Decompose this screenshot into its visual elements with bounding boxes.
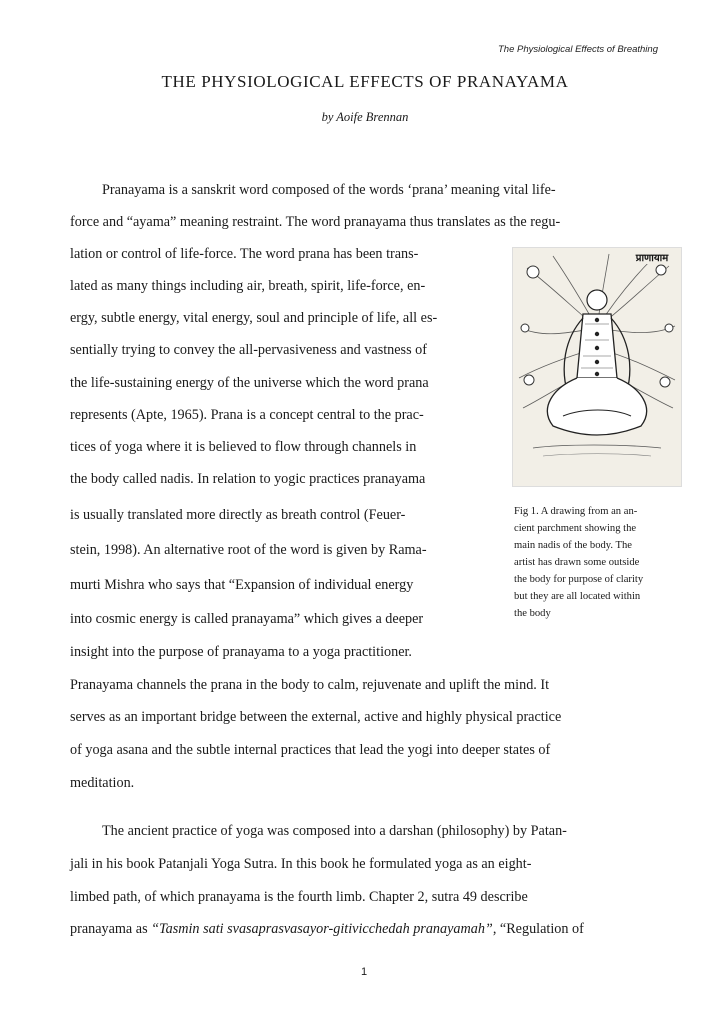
- caption-line: Fig 1. A drawing from an an-: [514, 506, 638, 517]
- text-line: is usually translated more directly as breath control (Feuer-: [70, 507, 406, 523]
- yogi-nadis-drawing: [513, 248, 681, 486]
- page-number: 1: [360, 966, 368, 978]
- text-line: the body called nadis. In relation to yogic practices pranayama: [70, 471, 426, 487]
- article-title: THE PHYSIOLOGICAL EFFECTS OF PRANAYAMA: [161, 72, 569, 91]
- caption-line: main nadis of the body. The: [514, 540, 632, 551]
- caption-line: artist has drawn some outside: [514, 557, 640, 568]
- text-line: limbed path, of which pranayama is the fourth limb. Chapter 2, sutra 49 describe: [70, 889, 528, 905]
- text-line: meditation.: [70, 775, 135, 791]
- figure-head: [587, 290, 607, 310]
- running-head: The Physiological Effects of Breathing: [497, 44, 658, 55]
- text-line: Pranayama channels the prana in the body to calm, rejuvenate and uplift the mind. It: [70, 677, 550, 693]
- caption-line: the body for purpose of clarity: [514, 574, 644, 585]
- sanskrit-quote: “Tasmin sati svasaprasvasayor-gitivicchedah pranayamah”: [151, 921, 493, 937]
- text-line: sentially trying to convey the all-pervasiveness and vastness of: [70, 342, 427, 358]
- text-span: , “Regulation of: [492, 921, 584, 937]
- text-line: insight into the purpose of pranayama to a yoga practitioner.: [70, 644, 412, 660]
- text-line: jali in his book Patanjali Yoga Sutra. In this book he formulated yoga as an eight-: [70, 856, 532, 872]
- text-line: ergy, subtle energy, vital energy, soul and principle of life, all es-: [70, 310, 438, 326]
- text-span: pranayama as: [70, 921, 152, 937]
- text-line: murti Mishra who says that “Expansion of individual energy: [70, 577, 414, 593]
- caption-line: cient parchment showing the: [514, 523, 637, 534]
- text-line: lation or control of life-force. The word prana has been trans-: [70, 246, 419, 262]
- text-line: [70, 920, 584, 938]
- caption-line: but they are all located within: [514, 591, 641, 602]
- text-line: tices of yoga where it is believed to flow through channels in: [70, 439, 417, 455]
- text-line: of yoga asana and the subtle internal practices that lead the yogi into deeper states of: [70, 742, 551, 758]
- text-line: serves as an important bridge between the external, active and highly physical practice: [70, 709, 562, 725]
- text-line: represents (Apte, 1965). Prana is a concept central to the prac-: [70, 407, 424, 423]
- caption-line: the body: [514, 608, 551, 619]
- text-line: stein, 1998). An alternative root of the word is given by Rama-: [70, 542, 427, 558]
- text-line: Pranayama is a sanskrit word composed of the words ‘prana’ meaning vital life-: [102, 182, 556, 198]
- byline: by Aoife Brennan: [321, 110, 409, 124]
- figure-devanagari-label: प्राणायाम: [635, 253, 669, 264]
- text-line: The ancient practice of yoga was composed into a darshan (philosophy) by Patan-: [102, 823, 567, 839]
- nadis-figure: [512, 247, 682, 487]
- text-line: lated as many things including air, breath, spirit, life-force, en-: [70, 278, 426, 294]
- text-line: the life-sustaining energy of the universe which the word prana: [70, 375, 429, 391]
- text-line: force and “ayama” meaning restraint. The word pranayama thus translates as the regu-: [70, 214, 561, 230]
- text-line: into cosmic energy is called pranayama” which gives a deeper: [70, 611, 424, 627]
